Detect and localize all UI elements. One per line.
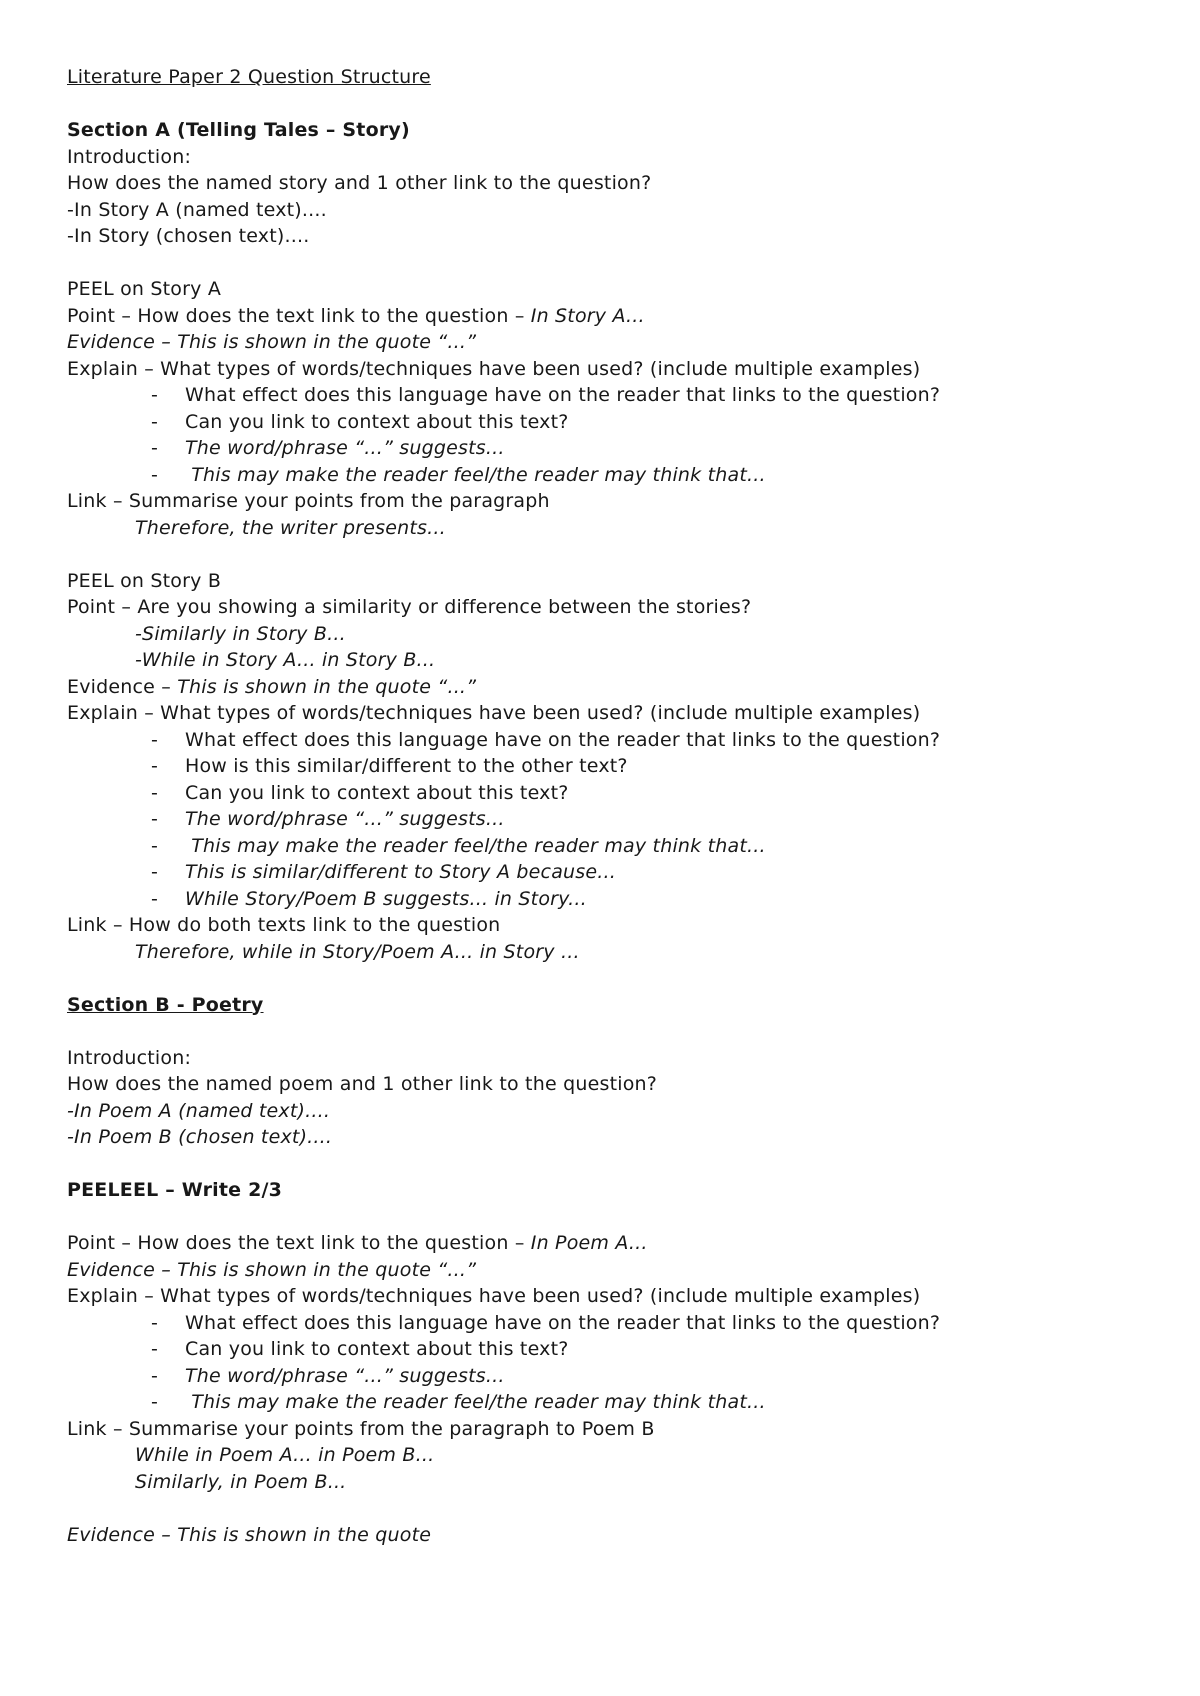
text-segment: The word/phrase “...” suggests... — [185, 808, 505, 830]
document-line — [67, 833, 1130, 860]
text-segment: Therefore, while in Story/Poem A... in Story ... — [135, 940, 580, 963]
bullet-dash: - — [151, 1364, 159, 1387]
document-line — [67, 939, 1130, 966]
text-segment: -Similarly in Story B... — [135, 622, 346, 645]
document-line — [67, 886, 1130, 913]
text-segment: Point – How does the text link to the question – — [67, 304, 531, 327]
text-segment: Explain – What types of words/techniques have been used? (include multiple examples) — [67, 1285, 921, 1307]
text-segment: In Story A... — [530, 304, 645, 327]
document-line — [67, 1230, 1130, 1257]
text-segment: -In Poem B (chosen text).... — [67, 1126, 333, 1148]
bullet-dash: - — [151, 781, 159, 804]
text-segment: PEEL on Story A — [67, 278, 222, 300]
bullet-dash: - — [151, 861, 159, 883]
document-line — [67, 647, 1130, 674]
document-line — [67, 1363, 1130, 1390]
text-segment: This may make the reader feel/the reader may think that... — [185, 463, 766, 486]
bullet-text — [185, 435, 1130, 462]
text-segment: Evidence – This is shown in the quote — [67, 1523, 432, 1546]
document-line — [67, 515, 1130, 542]
bullet-text — [185, 1389, 1130, 1416]
document-line — [67, 753, 1130, 780]
bullet-text — [185, 859, 1130, 886]
document-line — [67, 621, 1130, 648]
document-line — [67, 912, 1130, 939]
doc-title — [67, 64, 1130, 91]
text-segment: Can you link to context about this text? — [185, 1338, 569, 1360]
document-line — [67, 727, 1130, 754]
document-line — [67, 1389, 1130, 1416]
bullet-dash: - — [151, 728, 159, 751]
document-line — [67, 488, 1130, 515]
document-line — [67, 356, 1130, 383]
blank-line — [67, 541, 1130, 568]
document-line — [67, 700, 1130, 727]
blank-line — [67, 250, 1130, 277]
document-line — [67, 780, 1130, 807]
document-line — [67, 674, 1130, 701]
bullet-dash: - — [151, 834, 159, 857]
text-segment: This may make the reader feel/the reader may think that... — [185, 834, 766, 857]
text-segment: Point – Are you showing a similarity or difference between the stories? — [67, 596, 752, 618]
text-segment: This is shown in the quote “...” — [177, 675, 477, 698]
document-line — [67, 462, 1130, 489]
section-a-heading — [67, 117, 1130, 144]
bullet-text — [185, 1363, 1130, 1390]
document-line — [67, 859, 1130, 886]
text-segment: What effect does this language have on the reader that links to the question? — [185, 384, 941, 406]
document-line — [67, 806, 1130, 833]
text-segment: Link – Summarise your points from the paragraph to Poem B — [67, 1417, 655, 1440]
document-line — [67, 1098, 1130, 1125]
text-segment: Therefore, the writer presents... — [135, 516, 446, 539]
text-segment: This is similar/different to Story A because... — [185, 861, 616, 883]
document-line — [67, 170, 1130, 197]
bullet-text — [185, 1310, 1130, 1337]
text-segment: The word/phrase “...” suggests... — [185, 1364, 505, 1387]
bullet-text — [185, 833, 1130, 860]
text-segment: -While in Story A... in Story B... — [135, 649, 436, 671]
text-segment: Introduction: — [67, 145, 192, 168]
bullet-text — [185, 1336, 1130, 1363]
text-segment: While in Poem A... in Poem B... — [135, 1444, 435, 1466]
text-segment: Link – Summarise your points from the paragraph — [67, 490, 550, 512]
bullet-text — [185, 727, 1130, 754]
text-segment: Evidence – — [67, 675, 178, 698]
bullet-dash: - — [151, 437, 159, 459]
document-line — [67, 1124, 1130, 1151]
document-line — [67, 197, 1130, 224]
document-line — [67, 1071, 1130, 1098]
text-segment: Explain – What types of words/techniques have been used? (include multiple examples) — [67, 357, 921, 380]
text-segment: The word/phrase “...” suggests... — [185, 437, 505, 459]
text-segment: What effect does this language have on the reader that links to the question? — [185, 1311, 941, 1334]
bullet-text — [185, 409, 1130, 436]
bullet-text — [185, 886, 1130, 913]
text-segment: PEELEEL – Write 2/3 — [67, 1179, 283, 1201]
document-line — [67, 1522, 1130, 1549]
document-line — [67, 144, 1130, 171]
bullet-dash: - — [151, 384, 159, 406]
blank-line — [67, 1151, 1130, 1178]
blank-line — [67, 1495, 1130, 1522]
section-b-heading — [67, 992, 1130, 1019]
blank-line — [67, 1204, 1130, 1231]
document-line — [67, 1257, 1130, 1284]
blank-line — [67, 1018, 1130, 1045]
text-segment: In Poem A... — [530, 1232, 648, 1254]
text-segment: How does the named story and 1 other link to the question? — [67, 172, 652, 194]
bullet-text — [185, 806, 1130, 833]
text-segment: Section B - Poetry — [67, 993, 264, 1016]
text-segment: -In Story A (named text).... — [67, 198, 327, 221]
bullet-dash: - — [151, 463, 159, 486]
document-line — [67, 1442, 1130, 1469]
document-line — [67, 1310, 1130, 1337]
text-segment: Evidence – This is shown in the quote “...” — [67, 1258, 477, 1281]
text-segment: While Story/Poem B suggests... in Story... — [185, 887, 587, 910]
document-line — [67, 329, 1130, 356]
bullet-dash: - — [151, 1391, 159, 1413]
peel-story-a-heading — [67, 276, 1130, 303]
bullet-dash: - — [151, 410, 159, 433]
text-segment: -In Poem A (named text).... — [67, 1099, 331, 1122]
document-line — [67, 409, 1130, 436]
document-line — [67, 1336, 1130, 1363]
document-line — [67, 303, 1130, 330]
document-line — [67, 435, 1130, 462]
text-segment: Introduction: — [67, 1046, 192, 1069]
document-line — [67, 1283, 1130, 1310]
text-segment: Point – How does the text link to the question – — [67, 1232, 531, 1254]
document-line — [67, 223, 1130, 250]
text-segment: Evidence – This is shown in the quote “...” — [67, 331, 477, 353]
text-segment: This may make the reader feel/the reader may think that... — [185, 1391, 766, 1413]
text-segment: How does the named poem and 1 other link to the question? — [67, 1073, 658, 1095]
bullet-dash: - — [151, 808, 159, 830]
text-segment: Link – How do both texts link to the question — [67, 914, 501, 936]
bullet-dash: - — [151, 887, 159, 910]
text-segment: Explain – What types of words/techniques have been used? (include multiple examples) — [67, 702, 921, 724]
bullet-dash: - — [151, 755, 159, 777]
text-segment: How is this similar/different to the other text? — [185, 755, 628, 777]
peeleel-heading — [67, 1177, 1130, 1204]
document-body — [67, 64, 1130, 1548]
bullet-dash: - — [151, 1311, 159, 1334]
peel-story-b-heading — [67, 568, 1130, 595]
bullet-text — [185, 382, 1130, 409]
document-line — [67, 1416, 1130, 1443]
blank-line — [67, 91, 1130, 118]
text-segment: Literature Paper 2 Question Structure — [67, 66, 431, 88]
document-line — [67, 594, 1130, 621]
document-line — [67, 382, 1130, 409]
document-line — [67, 1045, 1130, 1072]
bullet-text — [185, 780, 1130, 807]
text-segment: Similarly, in Poem B... — [135, 1470, 347, 1493]
text-segment: PEEL on Story B — [67, 569, 222, 592]
text-segment: What effect does this language have on the reader that links to the question? — [185, 728, 941, 751]
document-line — [67, 1469, 1130, 1496]
bullet-text — [185, 753, 1130, 780]
text-segment: -In Story (chosen text).... — [67, 225, 310, 247]
bullet-dash: - — [151, 1338, 159, 1360]
text-segment: Section A (Telling Tales – Story) — [67, 119, 410, 141]
blank-line — [67, 965, 1130, 992]
bullet-text — [185, 462, 1130, 489]
text-segment: Can you link to context about this text? — [185, 781, 569, 804]
text-segment: Can you link to context about this text? — [185, 410, 569, 433]
